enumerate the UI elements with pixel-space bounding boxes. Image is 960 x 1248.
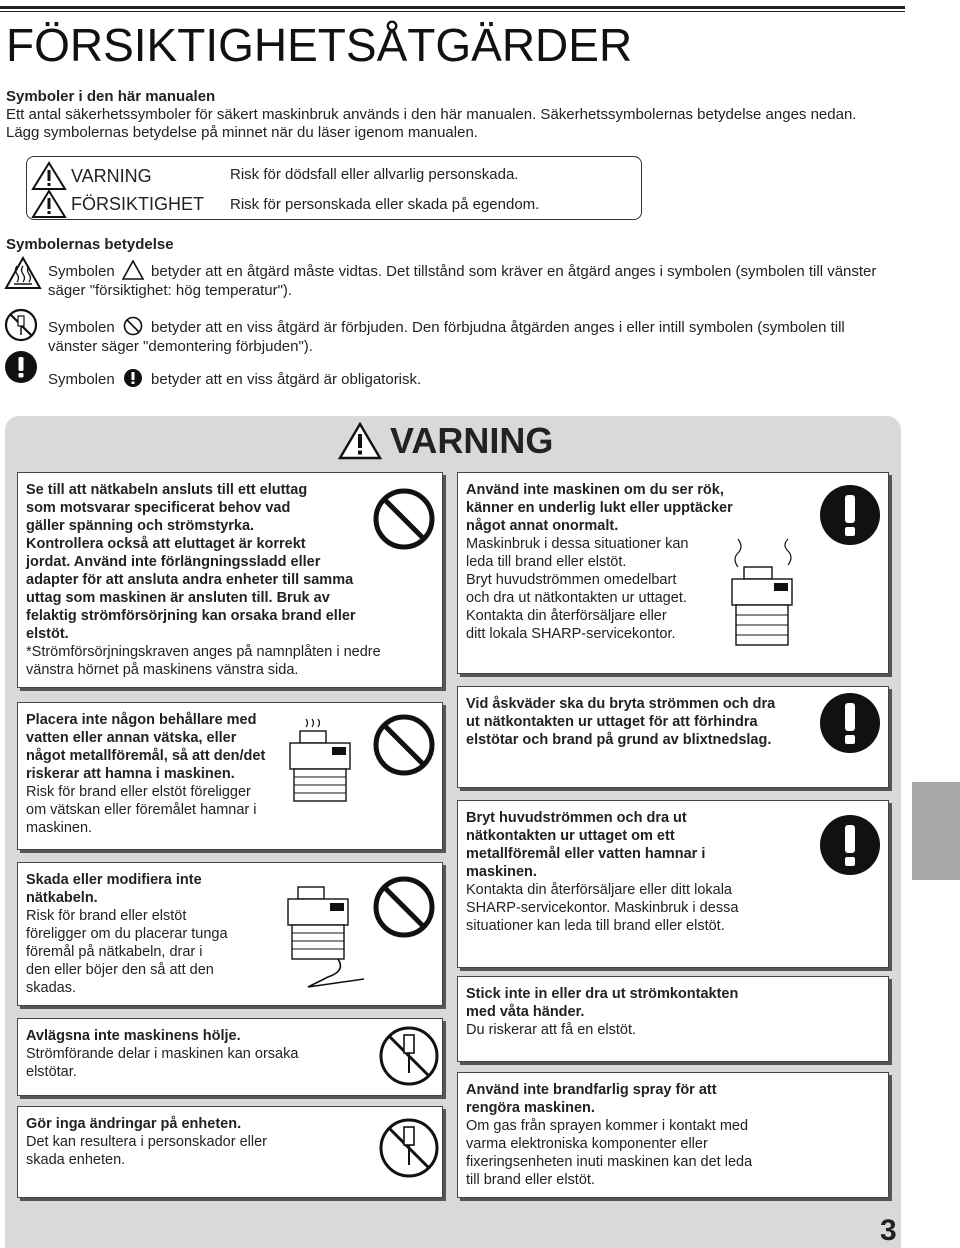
card-line: leda till brand eller elstöt. xyxy=(466,554,627,570)
prohibited-icon xyxy=(372,875,436,939)
warning-section-label: VARNING xyxy=(390,420,554,461)
caution-triangle-icon xyxy=(31,189,67,219)
symbol-mandatory-text: betyder att en viss åtgärd är obligatorisk. xyxy=(151,371,422,388)
card-bold-line: nätkontakten ur uttaget om ett xyxy=(466,828,675,844)
card-bold-line: något metallföremål, så att den/det xyxy=(26,748,266,764)
card-line: Kontakta din återförsäljare eller xyxy=(466,608,667,624)
card-line: Risk för brand eller elstöt föreligger xyxy=(26,784,251,800)
legend-caution-label: FÖRSIKTIGHET xyxy=(71,193,205,214)
copier-machine-illustration xyxy=(280,717,360,807)
card-line: skada enheten. xyxy=(26,1152,126,1168)
prohibited-outline-icon xyxy=(122,316,144,336)
card-line: till brand eller elstöt. xyxy=(466,1172,595,1188)
card-line: Bryt huvudströmmen omedelbart xyxy=(466,572,677,588)
symbol-mandatory-prefix: Symbolen xyxy=(48,371,115,388)
card-line: den eller böjer den så att den xyxy=(26,962,214,978)
card-bold-line: adapter för att ansluta andra enheter till samma xyxy=(26,572,354,588)
card-bold-line: elstöt. xyxy=(26,626,69,642)
card-bold-line: Avlägsna inte maskinens hölje. xyxy=(26,1028,241,1044)
card-bold-line: något annat onormalt. xyxy=(466,518,619,534)
card-bold-line: rengöra maskinen. xyxy=(466,1100,595,1116)
warning-card-thunderstorm xyxy=(457,686,889,788)
card-bold-line: elstötar och brand på grund av blixtnedslag. xyxy=(466,732,772,748)
card-line: maskinen. xyxy=(26,820,93,836)
card-bold-line: jordat. Använd inte förlängningssladd eller xyxy=(26,554,321,570)
legend-warning-label: VARNING xyxy=(71,165,152,186)
card-line: *Strömförsörjningskraven anges på namnplåten i nedre xyxy=(26,644,381,660)
hot-surface-caution-icon xyxy=(4,256,42,290)
card-bold-line: känner en underlig lukt eller upptäcker xyxy=(466,500,733,516)
symbol-prohibited-prefix: Symbolen xyxy=(48,319,115,336)
hazard-legend-box xyxy=(26,156,642,220)
no-disassembly-icon xyxy=(378,1115,440,1181)
card-text xyxy=(26,1027,298,1081)
warning-card-foreign-object xyxy=(457,800,889,968)
no-disassembly-icon xyxy=(4,308,38,342)
caution-outline-icon xyxy=(122,260,144,280)
card-bold-line: gäller spänning och strömstyrka. xyxy=(26,518,255,534)
card-line: och dra ut nätkontakten ur uttaget. xyxy=(466,590,687,606)
card-bold-line: maskinen. xyxy=(466,864,537,880)
card-bold-line: Skada eller modifiera inte xyxy=(26,872,202,888)
mandatory-action-icon xyxy=(818,483,882,547)
card-bold-line: Gör inga ändringar på enheten. xyxy=(26,1116,242,1132)
prohibited-icon xyxy=(372,713,436,777)
card-line: skadas. xyxy=(26,980,76,996)
symbol-caution-prefix: Symbolen xyxy=(48,263,115,280)
mandatory-small-icon xyxy=(122,368,144,388)
warning-card-spray xyxy=(457,1072,889,1198)
intro-line-2: Lägg symbolernas betydelse på minnet när du läser igenom manualen. xyxy=(6,124,478,141)
card-line: ditt lokala SHARP-servicekontor. xyxy=(466,626,676,642)
symbols-heading: Symbolernas betydelse xyxy=(6,236,174,253)
card-bold-line: Vid åskväder ska du bryta strömmen och dra xyxy=(466,696,776,712)
card-bold-line: ut nätkontakten ur uttaget för att förhindra xyxy=(466,714,758,730)
card-line: Du riskerar att få en elstöt. xyxy=(466,1022,637,1038)
card-text xyxy=(26,711,265,837)
card-text xyxy=(26,871,228,997)
intro-heading: Symboler i den här manualen xyxy=(6,88,216,105)
card-line: Om gas från sprayen kommer i kontakt med xyxy=(466,1118,749,1134)
card-line: Maskinbruk i dessa situationer kan xyxy=(466,536,689,552)
header-rule xyxy=(0,6,905,9)
card-bold-line: uttag som maskinen är ansluten till. Bruk av xyxy=(26,590,330,606)
legend-warning-desc: Risk för dödsfall eller allvarlig personskada. xyxy=(230,166,519,183)
symbol-mandatory-row xyxy=(48,368,908,389)
warning-card-modify xyxy=(17,1106,443,1198)
no-disassembly-icon xyxy=(378,1023,440,1089)
card-bold-line: metallföremål eller vatten hamnar i xyxy=(466,846,706,862)
warning-card-liquids xyxy=(17,702,443,850)
card-line: om vätskan eller föremålet hamnar i xyxy=(26,802,257,818)
card-line: fixeringsenheten inuti maskinen kan det leda xyxy=(466,1154,753,1170)
card-line: Kontakta din återförsäljare eller ditt lokala xyxy=(466,882,732,898)
card-text xyxy=(26,481,381,679)
symbol-prohibited-row xyxy=(48,316,908,356)
smoking-copier-illustration xyxy=(718,537,808,655)
warning-card-outlet xyxy=(17,472,443,688)
warning-triangle-icon xyxy=(31,161,67,191)
card-text xyxy=(466,809,738,935)
card-bold-line: nätkabeln. xyxy=(26,890,98,906)
copier-with-cord-illustration xyxy=(278,883,368,995)
card-line: vänstra hörnet på maskinens vänstra sida. xyxy=(26,662,299,678)
card-bold-line: Kontrollera också att eluttaget är korrekt xyxy=(26,536,306,552)
card-bold-line: Placera inte någon behållare med xyxy=(26,712,257,728)
card-text xyxy=(26,1115,267,1169)
warning-card-power-cord xyxy=(17,862,443,1006)
warning-card-cover xyxy=(17,1018,443,1096)
card-line: Strömförande delar i maskinen kan orsaka xyxy=(26,1046,299,1062)
symbol-prohibited-text: betyder att en viss åtgärd är förbjuden. Den förbjudna åtgärden anges i eller intill symbolen (symbolen till xyxy=(151,319,845,336)
card-line: Det kan resultera i personskador eller xyxy=(26,1134,267,1150)
page-title: FÖRSIKTIGHETSÅTGÄRDER xyxy=(6,19,633,71)
card-bold-line: med våta händer. xyxy=(466,1004,585,1020)
prohibited-icon xyxy=(372,487,436,551)
card-bold-line: vatten eller annan vätska, eller xyxy=(26,730,237,746)
legend-caution-desc: Risk för personskada eller skada på egendom. xyxy=(230,196,540,213)
card-bold-line: Använd inte maskinen om du ser rök, xyxy=(466,482,724,498)
warning-card-smoke xyxy=(457,472,889,674)
mandatory-action-icon xyxy=(4,350,38,384)
intro-text xyxy=(6,106,906,142)
card-line: föreligger om du placerar tunga xyxy=(26,926,228,942)
card-text xyxy=(466,985,738,1039)
card-bold-line: Använd inte brandfarlig spray för att xyxy=(466,1082,717,1098)
header-rule-thin xyxy=(0,11,905,12)
symbol-caution-text-2: säger "försiktighet: hög temperatur"). xyxy=(48,282,293,299)
warning-triangle-large-icon xyxy=(338,422,382,460)
page-number: 3 xyxy=(880,1214,897,1247)
intro-line-1: Ett antal säkerhetssymboler för säkert maskinbruk används i den här manualen. Säkerhetssymbolernas betydelse anges nedan. xyxy=(6,106,857,123)
warning-card-wet-hands xyxy=(457,976,889,1062)
card-bold-line: Se till att nätkabeln ansluts till ett eluttag xyxy=(26,482,308,498)
symbol-caution-text: betyder att en åtgärd måste vidtas. Det tillstånd som kräver en åtgärd anges i symbolen (symbolen till vänster xyxy=(151,263,877,280)
card-line: Risk för brand eller elstöt xyxy=(26,908,187,924)
card-line: SHARP-servicekontor. Maskinbruk i dessa xyxy=(466,900,739,916)
warning-section-title xyxy=(338,420,553,462)
mandatory-action-icon xyxy=(818,813,882,877)
card-line: föremål på nätkabeln, drar i xyxy=(26,944,203,960)
symbol-prohibited-text-2: vänster säger "demontering förbjuden"). xyxy=(48,338,313,355)
card-line: situationer kan leda till brand eller elstöt. xyxy=(466,918,725,934)
mandatory-action-icon xyxy=(818,691,882,755)
card-bold-line: Stick inte in eller dra ut strömkontakten xyxy=(466,986,739,1002)
card-text xyxy=(466,695,775,749)
card-text xyxy=(466,1081,752,1189)
card-bold-line: som motsvarar specificerat behov vad xyxy=(26,500,291,516)
card-bold-line: felaktig strömförsörjning kan orsaka brand eller xyxy=(26,608,356,624)
card-bold-line: riskerar att hamna i maskinen. xyxy=(26,766,235,782)
card-bold-line: Bryt huvudströmmen och dra ut xyxy=(466,810,687,826)
symbol-caution-row xyxy=(48,260,908,300)
legend-caution-row xyxy=(31,189,204,219)
card-text xyxy=(466,481,733,643)
legend-warning-row xyxy=(31,161,152,191)
card-line: varma elektroniska komponenter eller xyxy=(466,1136,708,1152)
chapter-tab xyxy=(912,782,960,880)
card-line: elstötar. xyxy=(26,1064,77,1080)
